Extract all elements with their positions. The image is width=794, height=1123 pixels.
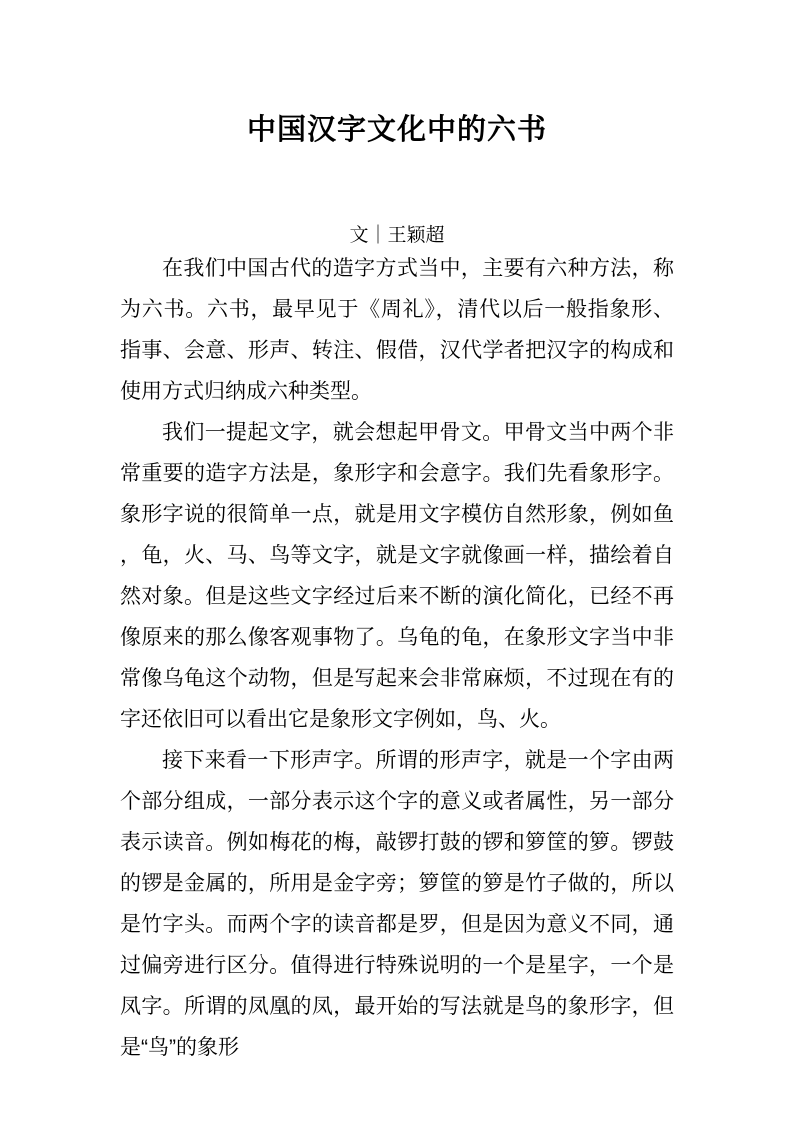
document-body <box>120 248 674 1068</box>
paragraph-1: 在我们中国古代的造字方式当中，主要有六种方法，称为六书。六书，最早见于《周礼》，清代以后一般指象形、指事、会意、形声、转注、假借，汉代学者把汉字的构成和使用方式归纳成六种类型。 <box>120 257 674 403</box>
byline: 文｜王颖超 <box>349 225 445 246</box>
paragraph-3: 接下来看一下形声字。所谓的形声字，就是一个字由两个部分组成，一部分表示这个字的意义或者属性，另一部分表示读音。例如梅花的梅，敲锣打鼓的锣和箩筐的箩。锣鼓的锣是金属的，所用是金字旁；箩筐的箩是竹子做的，所以是竹字头。而两个字的读音都是罗，但是因为意义不同，通过偏旁进行区分。值得进行特殊说明的一个是星字，一个是凤字。所谓的凤凰的凤，最开始的写法就是鸟的象形字，但是“鸟”的象形 <box>120 749 674 1059</box>
paragraph-2: 我们一提起文字，就会想起甲骨文。甲骨文当中两个非常重要的造字方法是，象形字和会意字。我们先看象形字。象形字说的很简单一点，就是用文字模仿自然形象，例如鱼，龟，火、马、鸟等文字，就是文字就像画一样，描绘着自然对象。但是这些文字经过后来不断的演化简化，已经不再像原来的那么像客观事物了。乌龟的龟，在象形文字当中非常像乌龟这个动物，但是写起来会非常麻烦，不过现在有的字还依旧可以看出它是象形文字例如，鸟、火。 <box>120 421 674 731</box>
document-title: 中国汉字文化中的六书 <box>246 114 547 146</box>
